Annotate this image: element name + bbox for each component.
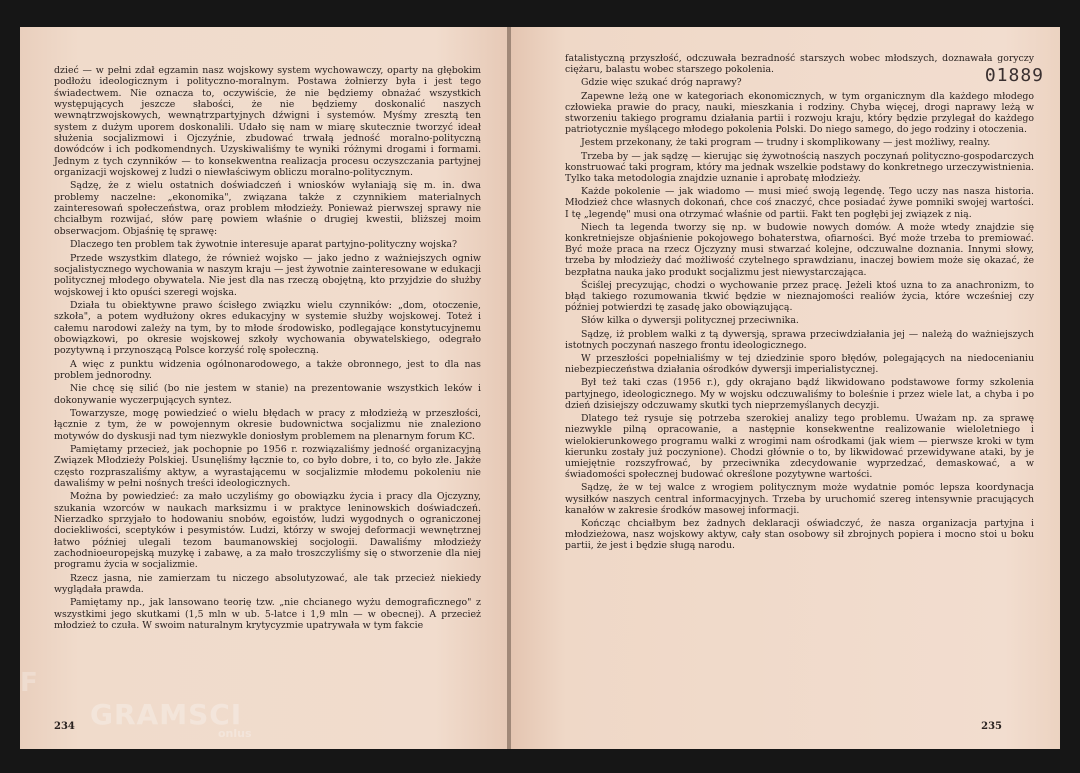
- archive-number-stamp: 01889: [984, 65, 1044, 86]
- paragraph: fatalistyczną przyszłość, odczuwała bezradność starszych wobec młodszych, doznawała goryczy ciężaru, balastu wobec starszego pokolenia.: [565, 53, 1034, 76]
- paragraph: W przeszłości popełnialiśmy w tej dziedzinie sporo błędów, polegających na niedocenianiu niebezpieczeństwa działania ośrodków dywersji imperialistycznej.: [565, 353, 1034, 376]
- watermark-word: GRAMSCI: [90, 698, 243, 731]
- paragraph: Sądzę, że z wielu ostatnich doświadczeń i wniosków wyłaniają się m. in. dwa problemy naczelne: „ekonomika", związana także z czynnikiem materialnych zainteresowań społeczeństwa, oraz problem młodzieży. Ponieważ pierwszej sprawy nie chciałbym rozwijać, słów parę powiem właśnie o drugiej kwestii, bliższej moim obserwacjom. Objaśnię tę sprawę:: [54, 180, 481, 237]
- page-number-right: 235: [981, 721, 1002, 732]
- paragraph: Był też taki czas (1956 r.), gdy okrajano bądź likwidowano podstawowe formy szkolenia partyjnego, ideologicznego. My w wojsku odczuwaliśmy to boleśnie i przez wiele lat, a chyba i po dzień dzisiejszy odczuwamy skutki tych nieprzemyślanych decyzji.: [565, 377, 1034, 411]
- paragraph: Niech ta legenda tworzy się np. w budowie nowych domów. A może wtedy znajdzie się konkretniejsze objaśnienie pokojowego bohaterstwa, ofiarności. Być może trzeba to premiować. Być może praca na rzecz Ojczyzny musi stwarzać kolejne, odczuwalne doznania. Innymi słowy, trzeba by młodzieży dać możliwość czytelnego sprawdzianu, inaczej bowiem może się okazać, że bezpłatna nauka jako produkt socjalizmu jest niewystarczająca.: [565, 221, 1034, 278]
- paragraph: Każde pokolenie — jak wiadomo — musi mieć swoją legendę. Tego uczy nas nasza historia. Młodzież chce własnych dokonań, chce coś znaczyć, chce posiadać żywe pomniki swojej wartości. I tę „legendę" musi ona otrzymać właśnie od partii. Fakt ten pogłębi jej związek z nią.: [565, 186, 1034, 220]
- paragraph: Rzecz jasna, nie zamierzam tu niczego absolutyzować, ale tak przecież niekiedy wyglądała prawda.: [54, 572, 481, 596]
- paragraph: Ściślej precyzując, chodzi o wychowanie przez pracę. Jeżeli ktoś uzna to za anachronizm, to błąd takiego rozumowania tkwić będzie w nieznajomości realiów życia, które wcześniej czy później potwierdzi tę zasadę jako obowiązującą.: [565, 279, 1034, 314]
- paragraph: Dlatego też rysuje się potrzeba szerokiej analizy tego problemu. Uważam np. za sprawę niezwykle pilną opracowanie, a następnie konsekwentne realizowanie wieloletniego i wielokierunkowego programu walki z wrogimi nam ośrodkami (jak wiem — pierwsze kroki w tym kierunku zostały już poczynione). Chodzi głównie o to, by likwidować przewidywane ataki, by je umiejętnie rozszyfrować, by przeciwnika zdecydowanie wyprzedzać, demaskować, a w świadomości społecznej budować określone pozytywne wartości.: [565, 413, 1034, 481]
- paragraph: Sądzę, że w tej walce z wrogiem politycznym może wydatnie pomóc lepsza koordynacja wysiłków naszych central informacyjnych. Trzeba by uruchomić szereg intensywnie pracujących kanałów w zakresie środków masowej informacji.: [565, 482, 1034, 516]
- paragraph: Działa tu obiektywne prawo ścisłego związku wielu czynników: „dom, otoczenie, szkoła", a potem wydłużony okres edukacyjny w systemie służby wojskowej. Toteż i całemu narodowi zależy na tym, by to młode środowisko, podlegające konstytucyjnemu obowiązkowi, po okresie wojskowej szkoły wychowania obywatelskiego, odegrało pozytywną i przynoszącą Polsce korzyść rolę społeczną.: [54, 299, 481, 357]
- paragraph: Kończąc chciałbym bez żadnych deklaracji oświadczyć, że nasza organizacja partyjna i młodzieżowa, nasz wojskowy aktyw, cały stan osobowy sił zbrojnych popiera i mocno stoi u boku partii, że jest i będzie sługą narodu.: [565, 517, 1034, 552]
- paragraph: Słów kilka o dywersji politycznej przeciwnika.: [581, 315, 799, 327]
- paragraph: Towarzysze, mogę powiedzieć o wielu błędach w pracy z młodzieżą w przeszłości, łącznie z tym, że w powojennym okresie budownictwa socjalizmu nie znaleziono motywów do dyskusji nad tym niezwykle doniosłym problemem na plenarnym forum KC.: [54, 407, 481, 442]
- right-page-text: [565, 53, 1034, 552]
- paragraph: Pamiętamy przecież, jak pochopnie po 1956 r. rozwiązaliśmy jedność organizacyjną Związek Młodzieży Polskiej. Usunęliśmy łącznie to, co było dobre, i to, co było złe. Jakże często rozpraszaliśmy aktyw, a wyrastającemu w socjalizmie młodemu pokoleniu nie dawaliśmy w pełni nośnych treści ideologicznych.: [54, 444, 481, 490]
- watermark-prefix: F: [20, 668, 38, 698]
- paragraph: Jestem przekonany, że taki program — trudny i skomplikowany — jest możliwy, realny.: [581, 137, 991, 149]
- right-page: [511, 27, 1060, 749]
- watermark-sub: onlus: [218, 727, 252, 740]
- paragraph: Trzeba by — jak sądzę — kierując się żywotnością naszych poczynań polityczno-gospodarczych konstruować taki program, który ma jednak wszelkie podstawy do konkretnego urzeczywistnienia. Tylko taka metodologia znajdzie uznanie i aprobatę młodzieży.: [565, 150, 1034, 185]
- left-page-text: [54, 65, 481, 632]
- paragraph: Można by powiedzieć: za mało uczyliśmy go obowiązku życia i pracy dla Ojczyzny, szukania wzorców w naukach marksizmu i w praktyce leninowskich doświadczeń. Nierzadko sprzyjało to hodowaniu snobów, egoistów, ludzi wygodnych o ograniczonej dociekliwości, sceptyków i pesymistów. Ludzi, którzy w swojej deformacji wewnętrznej łatwo później ulegali tezom baumanowskiej socjologii. Dawaliśmy młodzieży zachodnioeuropejską muzykę i zabawę, a za mało troszczyliśmy się o stworzenie dla niej programu życia w socjalizmie.: [54, 491, 481, 571]
- paragraph: Nie chcę się silić (bo nie jestem w stanie) na prezentowanie wszystkich leków i dokonywanie wyczerpujących syntez.: [54, 383, 481, 406]
- paragraph: Zapewne leżą one w kategoriach ekonomicznych, w tym organicznym dla każdego młodego człowieka prawie do pracy, nauki, mieszkania i rodziny. Chyba więcej, drogi naprawy leżą w stworzeniu takiego programu działania partii i rozwoju kraju, który będzie przylegał do każdego patriotycznie myślącego młodego pokolenia Polski. Do niego samego, do jego rodziny i otoczenia.: [565, 90, 1034, 136]
- paragraph: Sądzę, iż problem walki z tą dywersją, sprawa przeciwdziałania jej — należą do ważniejszych istotnych poczynań naszego frontu ideologicznego.: [565, 328, 1034, 351]
- paragraph: Gdzie więc szukać dróg naprawy?: [581, 77, 742, 89]
- paragraph: Dlaczego ten problem tak żywotnie interesuje aparat partyjno-polityczny wojska?: [70, 239, 458, 251]
- paragraph: A więc z punktu widzenia ogólnonarodowego, a także obronnego, jest to dla nas problem jednorodny.: [54, 358, 481, 381]
- paragraph: dzieć — w pełni zdał egzamin nasz wojskowy system wychowawczy, oparty na głębokim podłożu ideologicznym i polityczno-moralnym. Postawa żołnierzy była i jest tego świadectwem. Nie oznacza to, oczywiście, że nie będziemy obnażać wszystkich występujących jeszcze słabości, że nie będziemy doskonalić naszych wewnątrzwojskowych, wewnątrzpartyjnych dźwigni i systemów. Myśmy zresztą ten system z dużym uporem doskonalili. Udało się nam w miarę skutecznie tworzyć ideał służenia socjalizmowi i Ojczyźnie, zbudować trwałą jedność moralno-polityczną dowódców i ich podkomendnych. Uzyskiwaliśmy te wyniki różnymi drogami i formami. Jednym z tych czynników — to konsekwentna realizacja procesu oczyszczania partyjnej organizacji wojskowej z ludzi o niewłaściwym obliczu moralno-politycznym.: [54, 65, 481, 179]
- page-number-left: 234: [54, 721, 75, 732]
- paragraph: Pamiętamy np., jak lansowano teorię tzw. „nie chcianego wyżu demograficznego" z wszystkimi jego skutkami (1,5 mln w ub. 5-latce i 1,9 mln — w obecnej). A przecież młodzież to czuła. W swoim naturalnym krytycyzmie upatrywała w tym fakcie: [54, 597, 481, 632]
- paragraph: Przede wszystkim dlatego, że również wojsko — jako jedno z ważniejszych ogniw socjalistycznego wychowania w naszym kraju — jest żywotnie zainteresowane w edukacji politycznej młodego obywatela. Nie jest dla nas rzeczą obojętną, kto przyjdzie do służby wojskowej i kto opuści szeregi wojska.: [54, 252, 481, 298]
- left-page: [20, 27, 509, 749]
